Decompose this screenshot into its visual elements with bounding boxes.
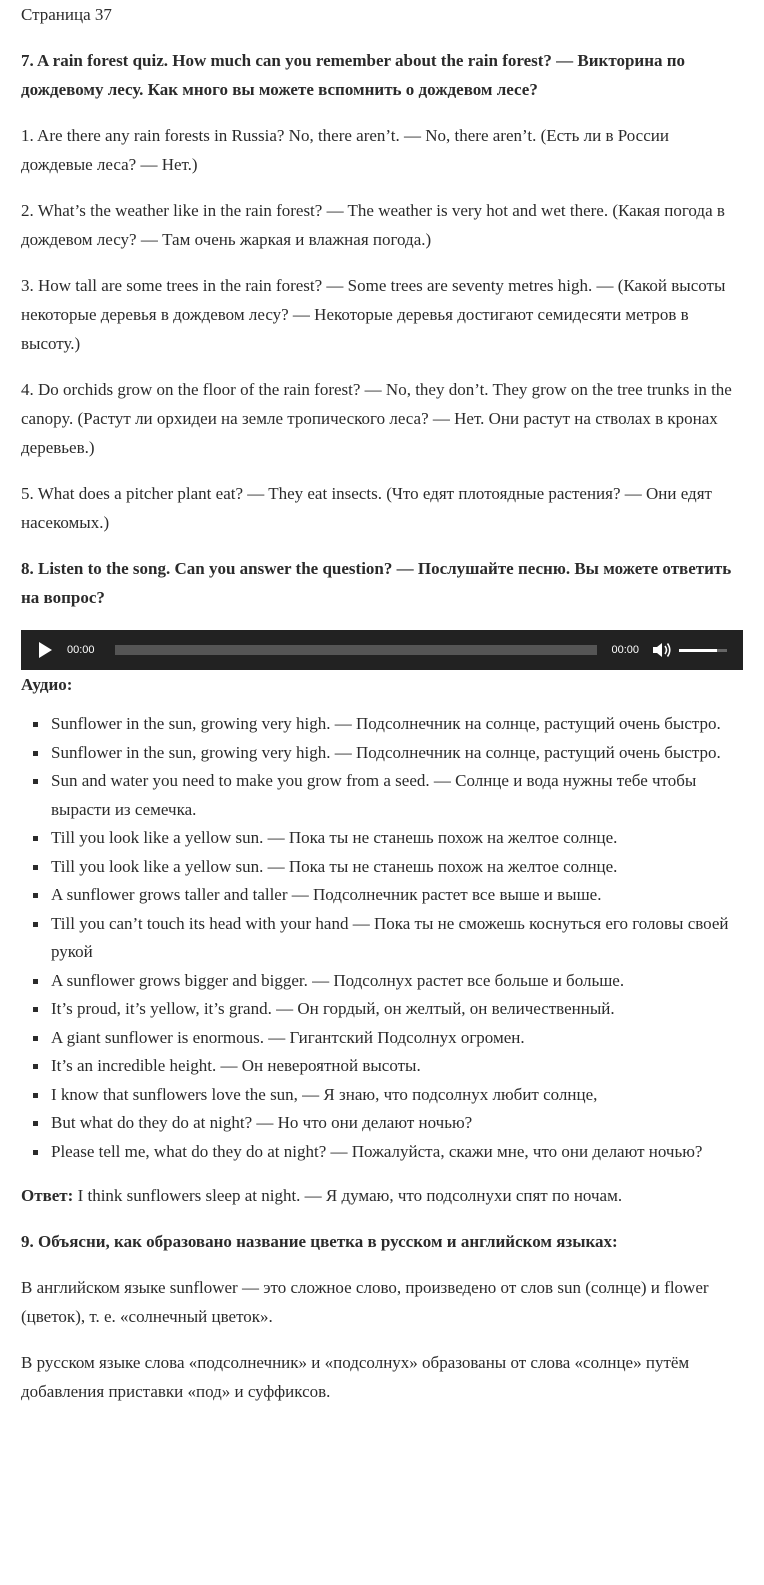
explanation-english: В английском языке sunflower — это сложное слово, произведено от слов sun (солнце) и flower (цветок), т. е. «солнечный цветок». [21,1278,709,1326]
volume-fill [679,649,717,652]
list-item: Sunflower in the sun, growing very high. — Подсолнечник на солнце, растущий очень быстро. [51,710,743,739]
list-item: Please tell me, what do they do at night? — Пожалуйста, скажи мне, что они делают ночью? [51,1138,743,1167]
page-content [0,4,764,1406]
quiz-answer-4: 4. Do orchids grow on the floor of the rain forest? — No, they don’t. They grow on the tree trunks in the canopy. (Растут ли орхидеи на земле тропического леса? — Нет. Они растут на стволах в кронах деревьев.) [21,380,732,457]
audio-label: Аудио: [21,675,73,694]
list-item: A giant sunflower is enormous. — Гигантский Подсолнух огромен. [51,1024,743,1053]
quiz-answer-5: 5. What does a pitcher plant eat? — They eat insects. (Что едят плотоядные растения? — Они едят насекомых.) [21,484,712,532]
list-item: I know that sunflowers love the sun, — Я знаю, что подсолнух любит солнце, [51,1081,743,1110]
list-item: But what do they do at night? — Но что они делают ночью? [51,1109,743,1138]
list-item: Till you can’t touch its head with your hand — Пока ты не сможешь коснуться его головы своей рукой [51,910,743,967]
quiz-answer-2: 2. What’s the weather like in the rain forest? — The weather is very hot and wet there. (Какая погода в дождевом лесу? — Там очень жаркая и влажная погода.) [21,201,725,249]
explanation-russian: В русском языке слова «подсолнечник» и «подсолнух» образованы от слова «солнце» путём добавления приставки «под» и суффиксов. [21,1353,690,1401]
volume-icon[interactable] [651,641,673,659]
audio-player [21,630,743,670]
progress-rail[interactable] [115,645,598,655]
current-time: 00:00 [67,644,95,656]
list-item: A sunflower grows taller and taller — Подсолнечник растет все выше и выше. [51,881,743,910]
duration-time: 00:00 [611,644,639,656]
quiz-answer-1: 1. Are there any rain forests in Russia? No, there aren’t. — No, there aren’t. (Есть ли в России дождевые леса? — Нет.) [21,126,669,174]
answer-label: Ответ: [21,1186,74,1205]
list-item: Sun and water you need to make you grow from a seed. — Солнце и вода нужны тебе чтобы вырасти из семечка. [51,767,743,824]
answer-paragraph [21,1181,743,1210]
list-item: It’s an incredible height. — Он невероятной высоты. [51,1052,743,1081]
section-7-title: 7. A rain forest quiz. How much can you remember about the rain forest? — Викторина по дождевому лесу. Как много вы можете вспомнить о дождевом лесе? [21,51,686,99]
list-item: Till you look like a yellow sun. — Пока ты не станешь похож на желтое солнце. [51,853,743,882]
page-number: Страница 37 [21,5,112,24]
play-icon[interactable] [39,642,52,658]
quiz-answer-3: 3. How tall are some trees in the rain forest? — Some trees are seventy metres high. — (Какой высоты некоторые деревья в дождевом лесу? — Некоторые деревья достигают семидесяти метров в высоту.) [21,276,726,353]
list-item: Sunflower in the sun, growing very high. — Подсолнечник на солнце, растущий очень быстро. [51,739,743,768]
section-9-title: 9. Объясни, как образовано название цветка в русском и английском языках: [21,1232,618,1251]
answer-text: I think sunflowers sleep at night. — Я думаю, что подсолнухи спят по ночам. [73,1186,623,1205]
volume-slider[interactable] [679,649,727,652]
lyrics-list [21,710,743,1166]
section-8-title: 8. Listen to the song. Can you answer the question? — Послушайте песню. Вы можете ответить на вопрос? [21,559,732,607]
list-item: It’s proud, it’s yellow, it’s grand. — Он гордый, он желтый, он величественный. [51,995,743,1024]
list-item: A sunflower grows bigger and bigger. — Подсолнух растет все больше и больше. [51,967,743,996]
list-item: Till you look like a yellow sun. — Пока ты не станешь похож на желтое солнце. [51,824,743,853]
